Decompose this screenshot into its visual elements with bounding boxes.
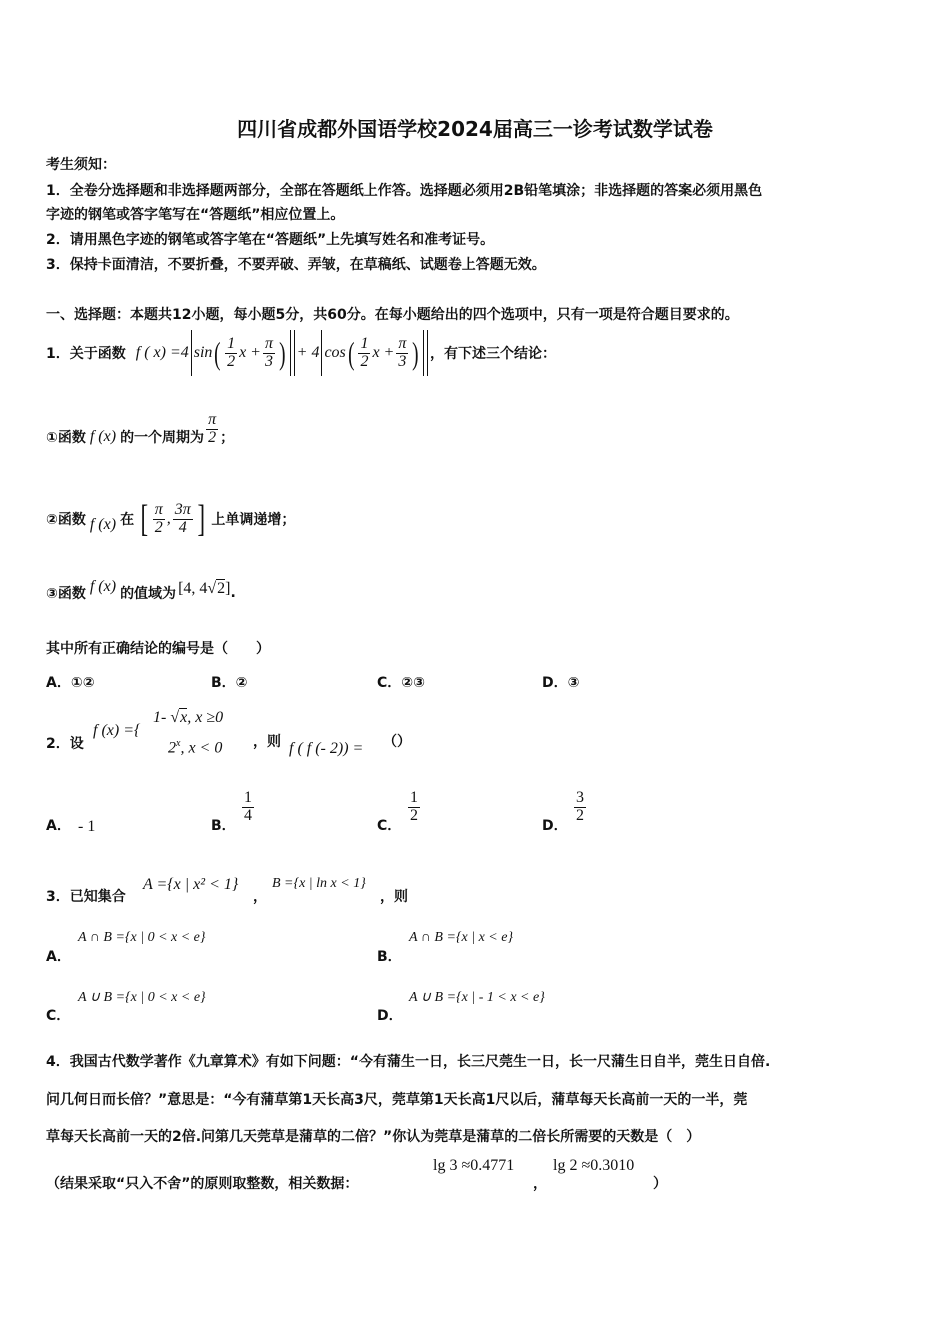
q2-function-lhs: f (x) ={ (93, 722, 141, 739)
q2-prefix: 2．设 (46, 736, 84, 752)
q2-option-d-label[interactable]: D． (542, 818, 568, 834)
q1-statement-3: ③函数 f (x) 的值域为 [4, 4√2] . (46, 578, 236, 602)
q1-ask: 其中所有正确结论的编号是（ ） (46, 641, 270, 657)
q2-suffix: （） (383, 734, 411, 750)
q2-option-d-value: $\frac{3}{2}$ (576, 789, 584, 824)
q4-line-1: 4．我国古代数学著作《九章算术》有如下问题：“今有蒲生一日，长三尺莞生一日，长一尺蒲生日自半，莞生日自倍. (46, 1054, 771, 1070)
q2-option-a-value: - 1 (78, 818, 96, 835)
q1-option-a[interactable]: A．①② (46, 675, 95, 691)
q1-option-d[interactable]: D．③ (542, 675, 580, 691)
q2-option-a-label[interactable]: A． (46, 818, 71, 834)
q1-prefix: 1．关于函数 (46, 346, 126, 362)
q2-piece-2: 2$^x$, x < 0 (168, 738, 223, 757)
q4-line-3: 草每天长高前一天的2倍.问第几天莞草是蒲草的二倍？”你认为莞草是蒲草的二倍长所需要的天数是（ ） (46, 1129, 701, 1145)
q3-set-a: A ={x | x² < 1} (143, 876, 239, 893)
q3-option-d-label[interactable]: D． (377, 1008, 403, 1024)
notice-line-2: 2．请用黑色字迹的钢笔或答字笔在“答题纸”上先填写姓名和准考证号。 (46, 232, 495, 248)
q4-data-comma: ， (533, 1176, 547, 1192)
q2-mid: ，则 (253, 734, 281, 750)
q3-prefix: 3．已知集合 (46, 889, 126, 905)
q3-option-b-label[interactable]: B． (377, 949, 402, 965)
q1-function-formula: f ( x) =4 sin ( $\frac{1}{2}$ x + $\frac{\pi}{3}$ ) + 4 cos ( $\frac{1}{2}$ x + $\frac{\pi}{3}$ ) (136, 330, 430, 376)
notice-line-1b: 字迹的钢笔或答字笔写在“答题纸”相应位置上。 (46, 207, 345, 223)
q3-option-c-value: A ∪ B ={x | 0 < x < e} (78, 990, 206, 1005)
q2-option-b-label[interactable]: B． (211, 818, 236, 834)
q3-option-b-value: A ∩ B ={x | x < e} (409, 930, 514, 945)
q3-suffix: ，则 (380, 889, 408, 905)
q3-option-c-label[interactable]: C． (46, 1008, 71, 1024)
q2-option-b-value: $\frac{1}{4}$ (244, 789, 252, 824)
q4-line-4-prefix: （结果采取“只入不舍”的原则取整数，相关数据： (46, 1176, 359, 1192)
q1-statement-2: ②函数 f (x) 在 [ $\frac{\pi}{2}$ , $\frac{3\pi}{4}$ ] 上单调递增； (46, 498, 296, 540)
q3-option-a-value: A ∩ B ={x | 0 < x < e} (78, 930, 206, 945)
section-heading: 一、选择题：本题共12小题，每小题5分，共60分。在每小题给出的四个选项中，只有一项是符合题目要求的。 (46, 307, 739, 323)
q1-statement-1: ①函数 f (x) 的一个周期为 $\frac{\pi}{2}$ ； (46, 410, 235, 446)
q2-option-c-label[interactable]: C． (377, 818, 402, 834)
notice-line-3: 3．保持卡面清洁，不要折叠，不要弄破、弄皱，在草稿纸、试题卷上答题无效。 (46, 257, 546, 273)
q1-suffix: ，有下述三个结论： (430, 346, 557, 362)
q2-expression: f ( f (- 2)) = (289, 740, 364, 757)
q3-set-b: B ={x | ln x < 1} (272, 876, 366, 891)
q4-data-lg3: lg 3 ≈0.4771 (433, 1157, 515, 1174)
q3-option-d-value: A ∪ B ={x | - 1 < x < e} (409, 990, 545, 1005)
q2-piece-1: 1- √x, x ≥0 (153, 709, 224, 726)
q3-option-a-label[interactable]: A． (46, 949, 71, 965)
q4-line-4-suffix: ） (653, 1176, 667, 1192)
page-title: 四川省成都外国语学校2024届高三一诊考试数学试卷 (237, 117, 713, 141)
q4-data-lg2: lg 2 ≈0.3010 (553, 1157, 635, 1174)
q1-option-b[interactable]: B．② (211, 675, 248, 691)
q2-option-c-value: $\frac{1}{2}$ (410, 789, 418, 824)
q1-option-c[interactable]: C．②③ (377, 675, 425, 691)
notice-line-1a: 1．全卷分选择题和非选择题两部分，全部在答题纸上作答。选择题必须用2B铅笔填涂；非选择题的答案必须用黑色 (46, 183, 763, 199)
question-1 (46, 328, 556, 378)
notice-heading: 考生须知： (46, 157, 116, 173)
q3-comma: ， (253, 889, 267, 905)
q4-line-2: 问几何日而长倍？”意思是：“今有蒲草第1天长高3尺，莞草第1天长高1尺以后，蒲草每天长高前一天的一半，莞 (46, 1092, 748, 1108)
